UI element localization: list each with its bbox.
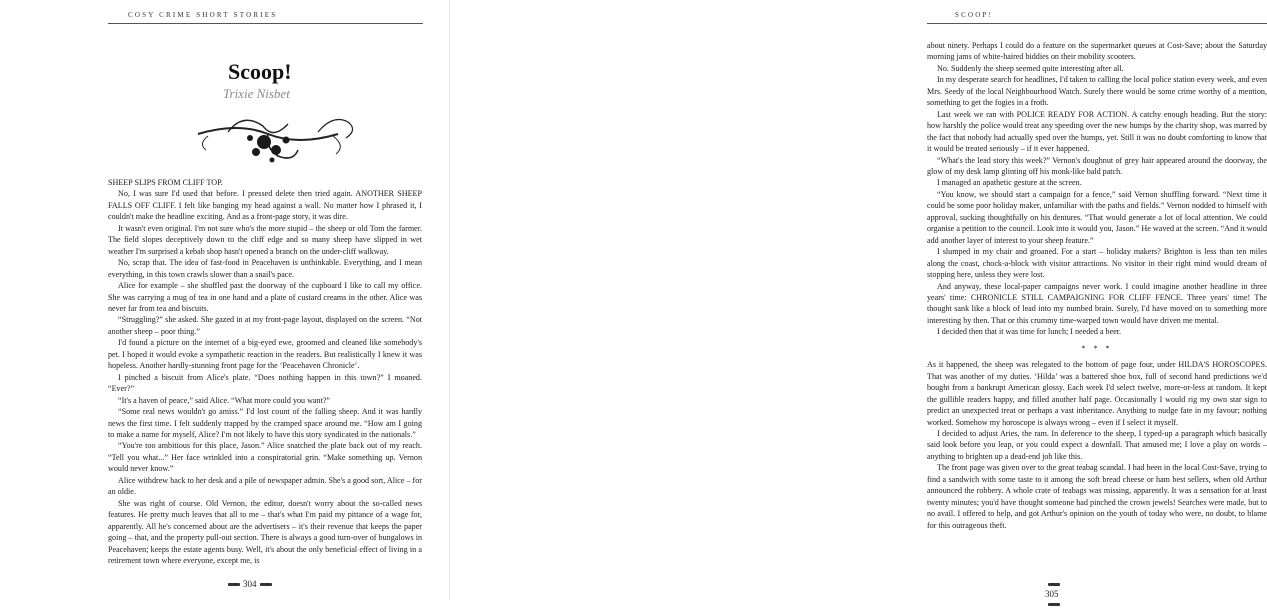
paragraph: Last week we ran with POLICE READY FOR ACTION. A catchy enough heading. But the story: how harshly the police would treat any speeding over the new humps by the charity shop, was marred by the fact that nobody had actually sped over the humps, yet. Still it was no doubt comforting to know that it would be treated seriously – if it ever happened. bbox=[927, 109, 1267, 154]
page-number-left bbox=[225, 579, 275, 589]
right-page bbox=[450, 0, 1267, 600]
paragraph: “Struggling?” she asked. She gazed in at my front-page layout, displayed on the screen. “Not another sheep – poor thing.” bbox=[108, 315, 422, 336]
folio-ornament-icon bbox=[1048, 603, 1060, 606]
story-author: Trixie Nisbet bbox=[223, 86, 290, 101]
paragraph: I decided then that it was time for lunch; I needed a beer. bbox=[937, 327, 1122, 337]
running-head-left: COSY CRIME SHORT STORIES bbox=[128, 11, 278, 19]
flourish-ornament-icon bbox=[168, 104, 368, 166]
paragraph: No, I was sure I'd used that before. I pressed delete then tried again. ANOTHER SHEEP FALLS OFF CLIFF. I felt like banging my head against a wall. No matter how I phrased it, I couldn't make the headline exciting. And as a front-page story, it was dire. bbox=[108, 189, 422, 222]
paragraph: “It's a haven of peace,” said Alice. “What more could you want?” bbox=[118, 395, 331, 405]
paragraph: No. Suddenly the sheep seemed quite interesting after all. bbox=[937, 63, 1124, 73]
paragraph: The front page was given over to the great teabag scandal. I had been in the local Cost-Save, trying to find a sandwich with some taste to it among the soft bread cheese or ham best sellers, when old Arthur announced the robbery. A whole crate of teabags was missing, apparently. It was a sensation for at least twenty minutes; you'd have thought someone had pinched the crown jewels! Searches were made, but to no avail. I offered to help, and got Arthur's opinion on the youth of today who were, no doubt, to blame for this outrageous theft. bbox=[927, 463, 1267, 530]
left-body-text bbox=[108, 177, 422, 577]
story-title: Scoop! bbox=[228, 59, 292, 84]
paragraph: I slumped in my chair and groaned. For a start – holiday makers? Brighton is less than ten miles along the coast, chock-a-block with visitor attractions. No visitor in their right mind would dream of stopping here, unless they were lost. bbox=[927, 247, 1267, 280]
folio-ornament-icon bbox=[228, 583, 240, 586]
paragraph: SHEEP SLIPS FROM CLIFF TOP. bbox=[108, 178, 223, 187]
folio-ornament-icon bbox=[1048, 583, 1060, 586]
paragraph: As it happened, the sheep was relegated to the bottom of page four, under HILDA'S HOROSCOPES. That was another of my duties. ‘Hilda’ was a battered shoe box, full of second hand predictions we'd bought from a bankrupt American glossy. Each week I'd select twelve, more-or-less at random. It kept the gullible readers happy, and filled another half page. Occasionally I would rig my own star sign to predict an unexpected treat or perhaps a vast inheritance. Anything to nudge fate in my favour; nothing worked. Somehow my horoscope is always wrong – even if I select it myself. bbox=[927, 360, 1267, 427]
paragraph: Alice for example – she shuffled past the doorway of the cupboard I like to call my office. She was carrying a mug of tea in one hand and a plate of custard creams in the other. Alice was never far from tea and biscuits. bbox=[108, 281, 422, 313]
paragraph: “You know, we should start a campaign for a fence,” said Vernon shuffling forward. “Next time it could be some poor holiday maker, unfamiliar with the paths and fields.” Vernon nodded to himself with approval, sucking thoughtfully on his dentures. “That would generate a lot of local attention. We could organise a petition to the council. Look into it would you, Jason.” He waved at the screen. “And it would add another layer of interest to your sheep feature.” bbox=[927, 189, 1267, 245]
paragraph: I'd found a picture on the internet of a big-eyed ewe, groomed and cleaned like somebody's pet. I hoped it would evoke a sympathetic reaction in the readers. But realistically I knew it was hopeless. Another hardly-stunning front page for the ‘Peacehaven Chronicle’. bbox=[108, 338, 422, 371]
paragraph: Alice withdrew back to her desk and a pile of newspaper admin. She's a good sort, Alice – for an oldie. bbox=[108, 475, 422, 497]
paragraph: “Some real news wouldn't go amiss.” I'd lost count of the falling sheep. And it was hardly news the first time. I felt suddenly trapped by the cramped space around me. “How am I going to make a name for myself, Alice? I'm not likely to have this story syndicated in the nationals.” bbox=[108, 407, 422, 439]
paragraph: about ninety. Perhaps I could do a feature on the supermarket queues at Cost-Save; about the Saturday morning jams of white-haired biddies on their mobility scooters. bbox=[927, 41, 1267, 62]
section-break: * * * bbox=[1081, 343, 1113, 353]
page-number-right bbox=[1045, 579, 1063, 609]
header-rule-left bbox=[108, 23, 423, 24]
paragraph: No, scrap that. The idea of fast-food in Peacehaven is unthinkable. Everything, and I mean everything, in this town crawls slower than a snail's pace. bbox=[108, 258, 422, 279]
paragraph: I decided to adjust Aries, the ram. In deference to the sheep, I typed-up a paragraph which basically said look before you leap, or you could expect a downfall. That amused me; I love a play on words – anything to brighten up a dead-end job like this. bbox=[927, 428, 1267, 461]
header-rule-right bbox=[927, 23, 1267, 24]
page-number-text: 305 bbox=[1045, 589, 1059, 599]
page-number-text: 304 bbox=[243, 579, 257, 589]
paragraph: I pinched a biscuit from Alice's plate. “Does nothing happen in this town?” I moaned. “Ever?” bbox=[108, 372, 422, 394]
paragraph: It wasn't even original. I'm not sure who's the more stupid – the sheep or old Tom the farmer. The field slopes deceptively down to the cliff edge and so many sheep have slipped in wet weather I'm surprised a kebab shop hasn't opened a branch on the under-cliff walkway. bbox=[108, 223, 422, 256]
paragraph: I managed an apathetic gesture at the screen. bbox=[937, 178, 1082, 188]
running-head-right: SCOOP! bbox=[955, 11, 994, 19]
paragraph: In my desperate search for headlines, I'd taken to calling the local police station every week, and even Mrs. Seedy of the local Neighbourhood Watch. Surely there would be some crime worthy of a mention, something to get the fogies in a froth. bbox=[927, 75, 1267, 108]
left-page bbox=[0, 0, 450, 600]
right-body-text bbox=[927, 40, 1267, 578]
paragraph: “What's the lead story this week?” Vernon's doughnut of grey hair appeared around the doorway, the glow of my desk lamp glinting off his monk-like bald patch. bbox=[927, 155, 1267, 176]
folio-ornament-icon bbox=[260, 583, 272, 586]
paragraph: She was right of course. Old Vernon, the editor, doesn't worry about the so-called news features. He pretty much leaves that all to me – that's what I'm paid my pittance of a wage for, apparently. All he's concerned about are the advertisers – it's their revenue that keeps the paper going – that, and the property pull-out section. There is always a good turn-over of bungalows in Peacehaven; keeps the estate agents busy. Well, it's about the only beneficial effect of living in a retirement town where everyone, except me, is bbox=[108, 498, 422, 565]
paragraph: “You're too ambitious for this place, Jason.” Alice snatched the plate back out of my reach. “Tell you what...” Her face wrinkled into a conspiratorial grin. “Make something up. Vernon would never know.” bbox=[108, 441, 422, 474]
paragraph: And anyway, these local-paper campaigns never work. I could imagine another headline in three years' time: CHRONICLE STILL CAMPAIGNING FOR CLIFF FENCE. Three years' time! The thought sank like a block of lead into my numbed brain. Surely, I'd have moved on to something more interesting by then. That or this crummy time-warped town would have driven me mental. bbox=[927, 281, 1267, 325]
